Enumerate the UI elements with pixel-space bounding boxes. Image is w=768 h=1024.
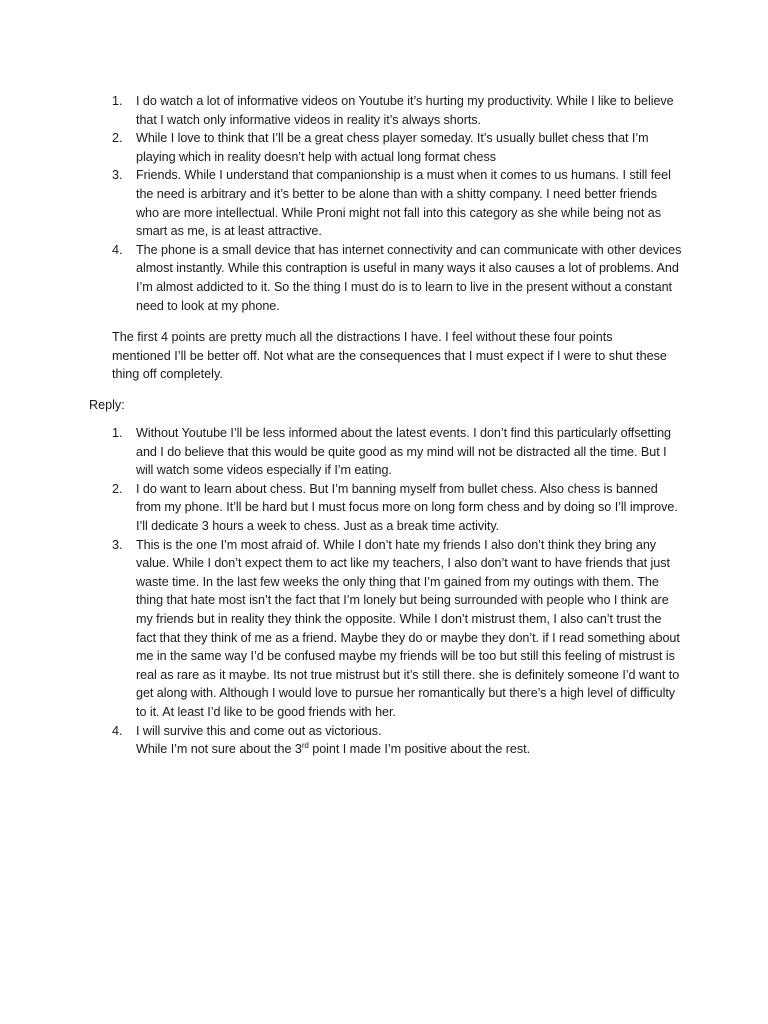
- list-number: 1.: [112, 94, 123, 108]
- list-item: [112, 166, 682, 240]
- list-item: [112, 129, 682, 166]
- reply-label: Reply:: [89, 398, 125, 412]
- list-text: I do watch a lot of informative videos on Youtube it’s hurting my productivity. While I like to believe that I watch only informative videos in reality it’s always shorts.: [136, 94, 674, 127]
- list-text: The phone is a small device that has internet connectivity and can communicate with other devices almost instantly. While this contraption is useful in many ways it also causes a lot of problems. And I’m almost addicted to it. So the thing I must do is to learn to live in the present without a constant need to look at my phone.: [136, 242, 682, 313]
- list-item: [112, 92, 682, 129]
- list-number: 2.: [112, 481, 123, 496]
- list-item: [112, 480, 682, 536]
- list-text: Without Youtube I’ll be less informed about the latest events. I don’t find this particularly offsetting and I do believe that this would be quite good as my mind will not be distracted all the time. But I will watch some videos especially if I’m eating.: [136, 426, 672, 478]
- list-text: While I love to think that I’ll be a great chess player someday. It’s usually bullet chess that I’m playing which in reality doesn’t help with actual long format chess: [136, 131, 649, 164]
- list-item: [112, 424, 682, 480]
- reply-list: [112, 424, 682, 759]
- list-number: 1.: [112, 426, 123, 440]
- closing-text-end: point I made I’m positive about the rest.: [308, 742, 531, 757]
- summary-paragraph: The first 4 points are pretty much all the distractions I have. I feel without these four points mentioned I’ll be better off. Not what are the consequences that I must expect if I were to shut these thing off completely.: [112, 330, 667, 382]
- list-number: 4.: [112, 723, 123, 738]
- ordinal-superscript: rd: [301, 740, 309, 750]
- distractions-list: [112, 92, 682, 315]
- list-item: [112, 241, 682, 315]
- list-text: This is the one I’m most afraid of. While I don’t hate my friends I also don’t think they bring any value. While I don’t expect them to act like my teachers, I also don’t want to have friends that just waste time. In the last few weeks the only thing that I’m gained from my outings with them. The thing that hate most isn’t the fact that I’m lonely but being surrounded with people who I think are my friends but in reality they think the opposite. While I don’t mistrust them, I also can’t trust the fact that they think of me as a friend. Maybe they do or maybe they don’t. if I read something about me in the same way I’d be confused maybe my friends will be too but still this feeling of mistrust is real as rare as it maybe. Its not true mistrust but it’s still there. she is definitely someone I’d want to get along with. Although I would love to pursue her romantically but there’s a high level of difficulty to it. At least I’d like to be good friends with her.: [136, 537, 680, 719]
- closing-text-start: While I’m not sure about the 3: [136, 742, 302, 757]
- list-text: I will survive this and come out as victorious.: [136, 723, 382, 738]
- list-item: [112, 536, 682, 722]
- list-text: Friends. While I understand that companionship is a must when it comes to us humans. I still feel the need is arbitrary and it’s better to be alone than with a shitty company. I need better friends who are more intellectual. While Proni might not fall into this category as she while being not as smart as me, is at least attractive.: [136, 168, 671, 239]
- list-number: 4.: [112, 242, 123, 257]
- list-text: I do want to learn about chess. But I’m banning myself from bullet chess. Also chess is banned from my phone. It’ll be hard but I must focus more on long form chess and by doing so I’ll improve. I’ll dedicate 3 hours a week to chess. Just as a break time activity.: [136, 481, 678, 533]
- list-number: 3.: [112, 168, 123, 183]
- list-item: [112, 722, 682, 759]
- list-number: 3.: [112, 537, 123, 552]
- closing-line: [136, 740, 682, 759]
- list-number: 2.: [112, 131, 123, 146]
